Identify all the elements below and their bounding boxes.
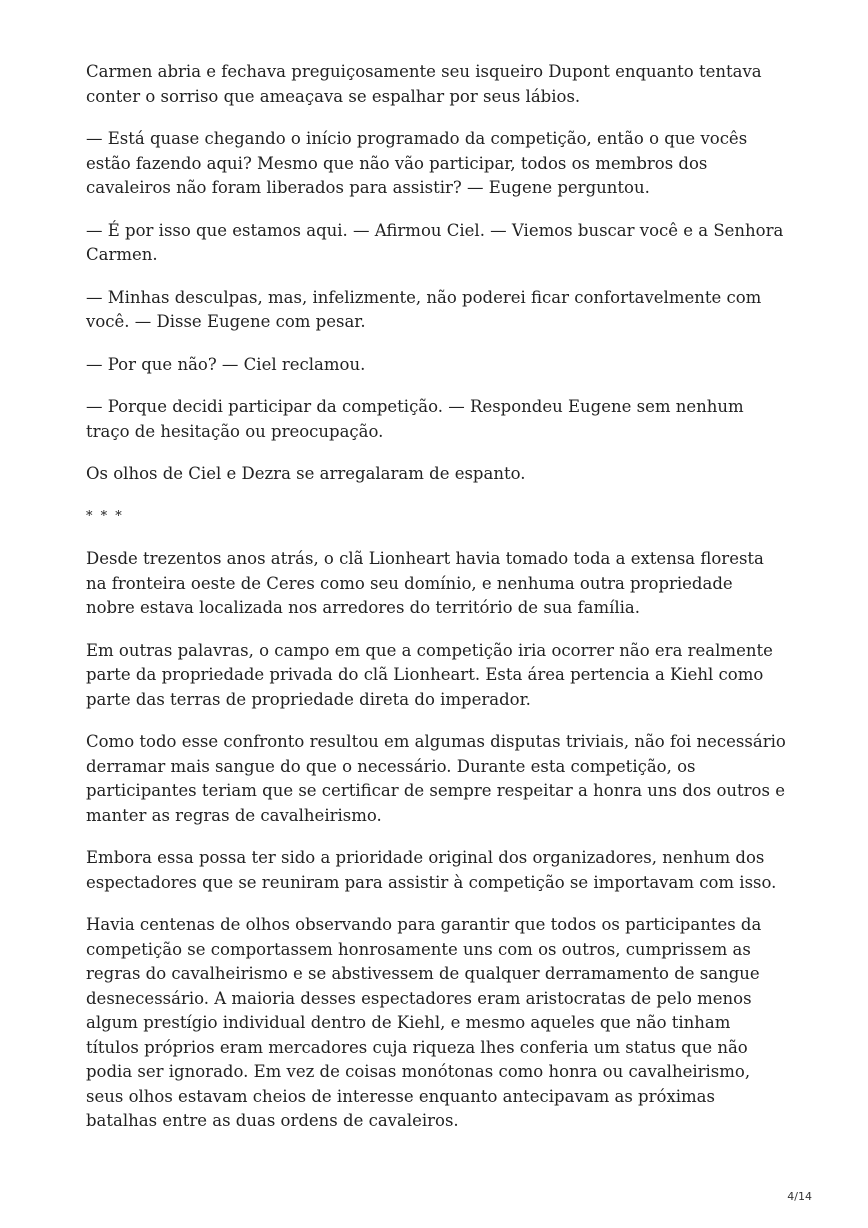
paragraph-competition-field: Em outras palavras, o campo em que a competição iria ocorrer não era realmente parte da propriedade privada do clã Lionheart. Esta área pertencia a Kiehl como parte das terras de propriedade direta do imperador.	[86, 640, 773, 709]
paragraph-ciel-answer: — É por isso que estamos aqui. — Afirmou Ciel. — Viemos buscar você e a Senhora Carmen.	[86, 220, 784, 264]
paragraph-eugene-apology: — Minhas desculpas, mas, infelizmente, não poderei ficar confortavelmente com você. — Disse Eugene com pesar.	[86, 287, 762, 331]
page-number: 4/14	[787, 1190, 812, 1203]
paragraph-eugene-decision: — Porque decidi participar da competição. — Respondeu Eugene sem nenhum traço de hesitação ou preocupação.	[86, 397, 744, 441]
paragraph-eugene-question: — Está quase chegando o início programado da competição, então o que vocês estão fazendo aqui? Mesmo que não vão participar, todos os membros dos cavaleiros não foram liberados para assistir? — Eugene perguntou.	[86, 129, 748, 197]
paragraph-ciel-complaint: — Por que não? — Ciel reclamou.	[86, 354, 366, 374]
paragraph-spectators: Embora essa possa ter sido a prioridade original dos organizadores, nenhum dos espectadores que se reuniram para assistir à competição se importavam com isso.	[86, 848, 777, 892]
paragraph-carmen-lighter: Carmen abria e fechava preguiçosamente seu isqueiro Dupont enquanto tentava conter o sorriso que ameaçava se espalhar por seus lábios.	[86, 62, 762, 106]
section-separator: * * *	[86, 508, 124, 524]
paragraph-audience-interest: Havia centenas de olhos observando para garantir que todos os participantes da competição se comportassem honrosamente uns com os outros, cumprissem as regras do cavalheirismo e se abstivessem de qualquer derramamento de sangue desnecessário. A maioria desses espectadores eram aristocratas de pelo menos algum prestígio individual dentro de Kiehl, e mesmo aqueles que não tinham títulos próprios eram mercadores cuja riqueza lhes conferia um status que não podia ser ignorado. Em vez de coisas monótonas como honra ou cavalheirismo, seus olhos estavam cheios de interesse enquanto antecipavam as próximas batalhas entre as duas ordens de cavaleiros.	[86, 915, 762, 1130]
paragraph-lionheart-domain: Desde trezentos anos atrás, o clã Lionheart havia tomado toda a extensa floresta na fronteira oeste de Ceres como seu domínio, e nenhuma outra propriedade nobre estava localizada nos arredores do território de sua família.	[86, 549, 764, 617]
paragraph-chivalry-rules: Como todo esse confronto resultou em algumas disputas triviais, não foi necessário derramar mais sangue do que o necessário. Durante esta competição, os participantes teriam que se certificar de sempre respeitar a honra uns dos outros e manter as regras de cavalheirismo.	[86, 732, 786, 825]
paragraph-surprise: Os olhos de Ciel e Dezra se arregalaram de espanto.	[86, 464, 526, 483]
document-body	[86, 60, 786, 1152]
